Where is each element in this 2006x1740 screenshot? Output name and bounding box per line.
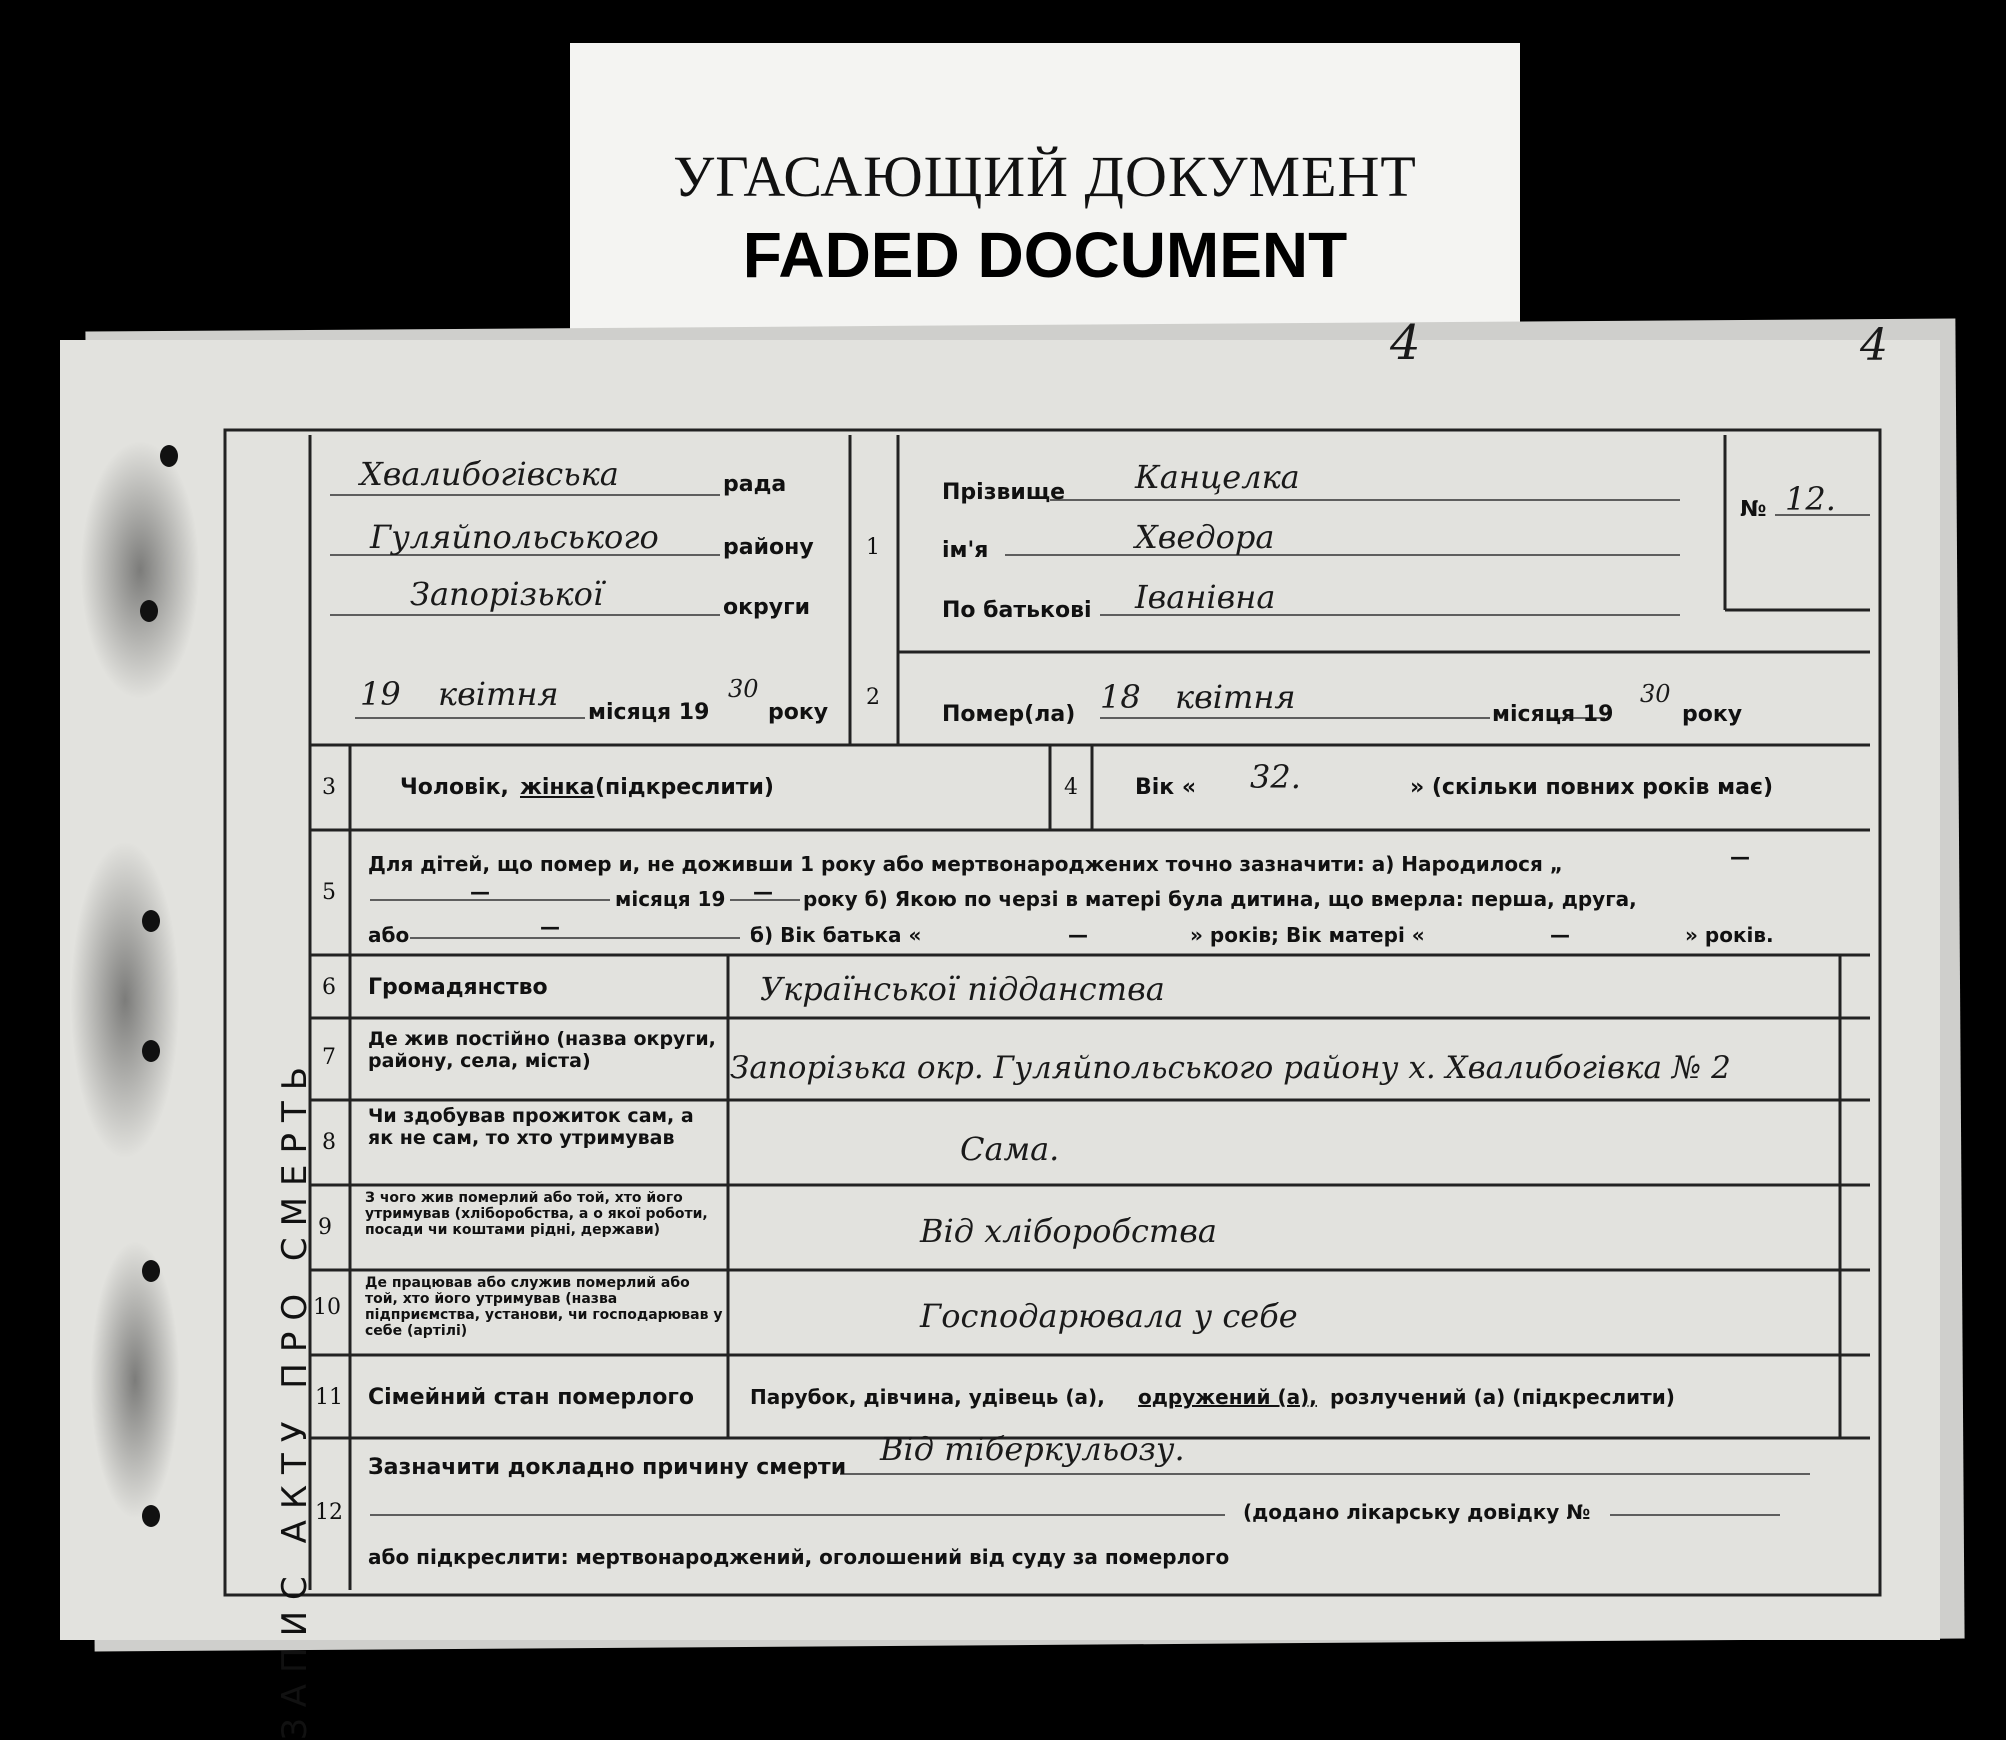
work-value: Господарювала у себе [920,1297,1298,1335]
cause-alternatives: або підкреслити: мертвонароджений, оголошений від суду за померлого [368,1545,1230,1569]
date-year-label: року [768,700,829,725]
citizenship-label: Громадянство [368,975,548,1000]
row-number: 2 [866,685,880,710]
raion-label: району [723,535,814,560]
surname-value: Канцелка [1135,458,1300,496]
faded-document-label [570,43,1520,343]
row-number: 3 [322,775,336,800]
died-year-label: року [1682,702,1743,727]
children-line-3b: б) Вік батька « [750,923,922,947]
row-number: 8 [322,1130,336,1155]
residence-label: Де жив постійно (назва округи, району, села, міста) [368,1028,716,1072]
date-year: 30 [728,675,759,703]
raion-value: Гуляйпольського [370,518,659,556]
sex-option-male: Чоловік, [400,775,509,800]
name-label: ім'я [942,538,989,563]
row-number: 4 [1064,775,1078,800]
work-label: Де працював або служив померлий або той, хто його утримував (назва підприємства, установи, чи господарював у себе (артілі) [365,1275,723,1339]
income-label: З чого жив померлий або той, хто його утримував (хліборобства, а о якої роботи, посади чи коштами рідні, держави) [365,1190,708,1238]
children-line-3a: або [368,923,410,947]
cause-label: Зазначити докладно причину смерти [368,1455,847,1480]
children-line-2b: року б) Якою по черзі в матері була дитина, що вмерла: перша, друга, [803,887,1637,911]
sex-option-female: жінка [520,775,595,800]
died-month-label: місяця 19 [1492,702,1614,727]
corner-mark-right: 4 [1860,320,1888,371]
cause-value: Від тіберкульозу. [880,1430,1185,1468]
age-value: 32. [1250,758,1301,796]
corner-mark-left: 4 [1390,315,1421,371]
citizenship-value: Української підданства [760,970,1165,1008]
surname-label: Прізвище [942,480,1066,505]
rada-value: Хвалибогівська [360,455,619,493]
income-value: Від хліборобства [920,1212,1217,1250]
row-number: 9 [318,1215,332,1240]
children-line-2: місяця 19 [615,887,726,911]
number-value: 12. [1785,480,1836,518]
marital-label: Сімейний стан померлого [368,1385,694,1410]
marital-options-married: одружений (а), [1138,1385,1317,1409]
number-label: № [1740,497,1767,522]
age-label: Вік « [1135,775,1197,800]
date-month-label: місяця 19 [588,700,710,725]
death-record-form [60,315,1940,1740]
marital-options-a: Парубок, дівчина, удівець (а), [750,1385,1105,1409]
name-value: Хведора [1135,518,1275,556]
row-number: 7 [322,1045,336,1070]
row-number: 10 [313,1295,341,1320]
children-dash: — [1730,845,1750,869]
children-dash: — [1550,923,1570,947]
support-label: Чи здобував прожиток сам, а як не сам, то хто утримував [368,1105,694,1149]
date-day: 19 [360,675,401,713]
rada-label: рада [723,472,787,497]
children-line-3c: » років; Вік матері « [1190,923,1425,947]
children-dash: — [1068,923,1088,947]
residence-value: Запорізька окр. Гуляйпольського району х. Хвалибогівка № 2 [730,1050,1731,1086]
sex-hint: (підкреслити) [595,775,774,800]
banner-russian: УГАСАЮЩИЙ ДОКУМЕНТ [673,144,1417,209]
okruha-label: округи [723,595,811,620]
row-number: 11 [315,1385,343,1410]
side-title: ЗАПИС АКТУ ПРО СМЕРТЬ [275,1055,315,1740]
patronymic-value: Іванівна [1135,578,1276,616]
row-number: 1 [866,535,880,560]
children-line-3d: » років. [1685,923,1774,947]
row-number: 5 [322,880,336,905]
died-day: 18 [1100,678,1141,716]
row-number: 6 [322,975,336,1000]
died-month: квітня [1175,678,1296,716]
children-dash: — [470,880,490,904]
date-month: квітня [438,675,559,713]
okruha-value: Запорізької [410,575,604,613]
children-dash: — [540,915,560,939]
cause-certificate: (додано лікарську довідку № [1243,1500,1591,1524]
patronymic-label: По батькові [942,598,1092,623]
row-number: 12 [315,1500,343,1525]
marital-options-c: розлучений (а) (підкреслити) [1330,1385,1675,1409]
children-line-1: Для дітей, що помер и, не доживши 1 року або мертвонароджених точно зазначити: а) Народилося „ [368,852,1563,876]
support-value: Сама. [960,1130,1060,1168]
died-label: Помер(ла) [942,702,1076,727]
banner-english: FADED DOCUMENT [742,219,1348,291]
died-year: 30 [1640,680,1671,708]
age-suffix: » (скільки повних років має) [1410,775,1774,800]
children-dash: — [753,880,773,904]
